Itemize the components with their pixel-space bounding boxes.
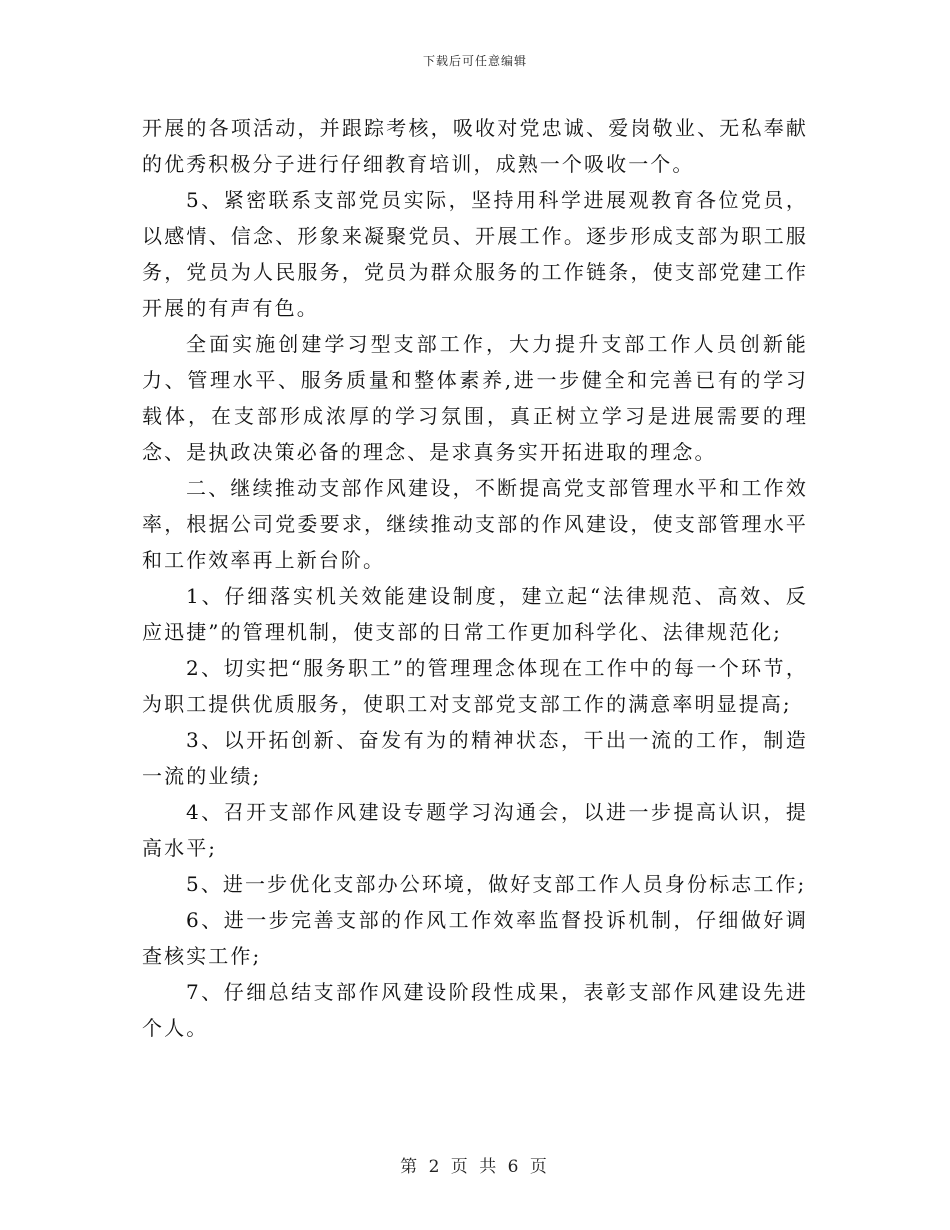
paragraph-item-5-party-members: 5、紧密联系支部党员实际，坚持用科学进展观教育各位党员，以感情、信念、形象来凝聚党员、开展工作。逐步形成支部为职工服务，党员为人民服务，党员为群众服务的工作链条，使支部党建工作开展的有声有色。 [142, 188, 808, 320]
paragraph-learning-branch: 全面实施创建学习型支部工作，大力提升支部工作人员创新能力、管理水平、服务质量和整体素养,进一步健全和完善已有的学习载体，在支部形成浓厚的学习氛围，真正树立学习是进展需要的理念、是执政决策必备的理念、是求真务实开拓进取的理念。 [142, 332, 808, 464]
paragraph-continuation: 开展的各项活动，并跟踪考核，吸收对党忠诚、爱岗敬业、无私奉献的优秀积极分子进行仔细教育培训，成熟一个吸收一个。 [142, 116, 808, 176]
paragraph-section-two: 二、继续推动支部作风建设，不断提高党支部管理水平和工作效率，根据公司党委要求，继续推动支部的作风建设，使支部管理水平和工作效率再上新台阶。 [142, 476, 808, 572]
paragraph-item-4: 4、召开支部作风建设专题学习沟通会，以进一步提高认识，提高水平; [142, 800, 808, 860]
page-header: 下载后可任意编辑 [422, 54, 527, 68]
document-body [142, 110, 808, 1046]
paragraph-item-1: 1、仔细落实机关效能建设制度，建立起“法律规范、高效、反应迅捷”的管理机制，使支部的日常工作更加科学化、法律规范化; [142, 584, 808, 644]
paragraph-item-6: 6、进一步完善支部的作风工作效率监督投诉机制，仔细做好调查核实工作; [142, 908, 808, 968]
paragraph-item-2: 2、切实把“服务职工”的管理理念体现在工作中的每一个环节，为职工提供优质服务，使职工对支部党支部工作的满意率明显提高; [142, 656, 808, 716]
paragraph-item-3: 3、以开拓创新、奋发有为的精神状态，干出一流的工作，制造一流的业绩; [142, 728, 808, 788]
paragraph-item-7: 7、仔细总结支部作风建设阶段性成果，表彰支部作风建设先进个人。 [142, 980, 808, 1040]
page-number-footer: 第 2 页 共 6 页 [400, 1157, 550, 1177]
paragraph-item-5: 5、进一步优化支部办公环境，做好支部工作人员身份标志工作; [186, 872, 807, 896]
